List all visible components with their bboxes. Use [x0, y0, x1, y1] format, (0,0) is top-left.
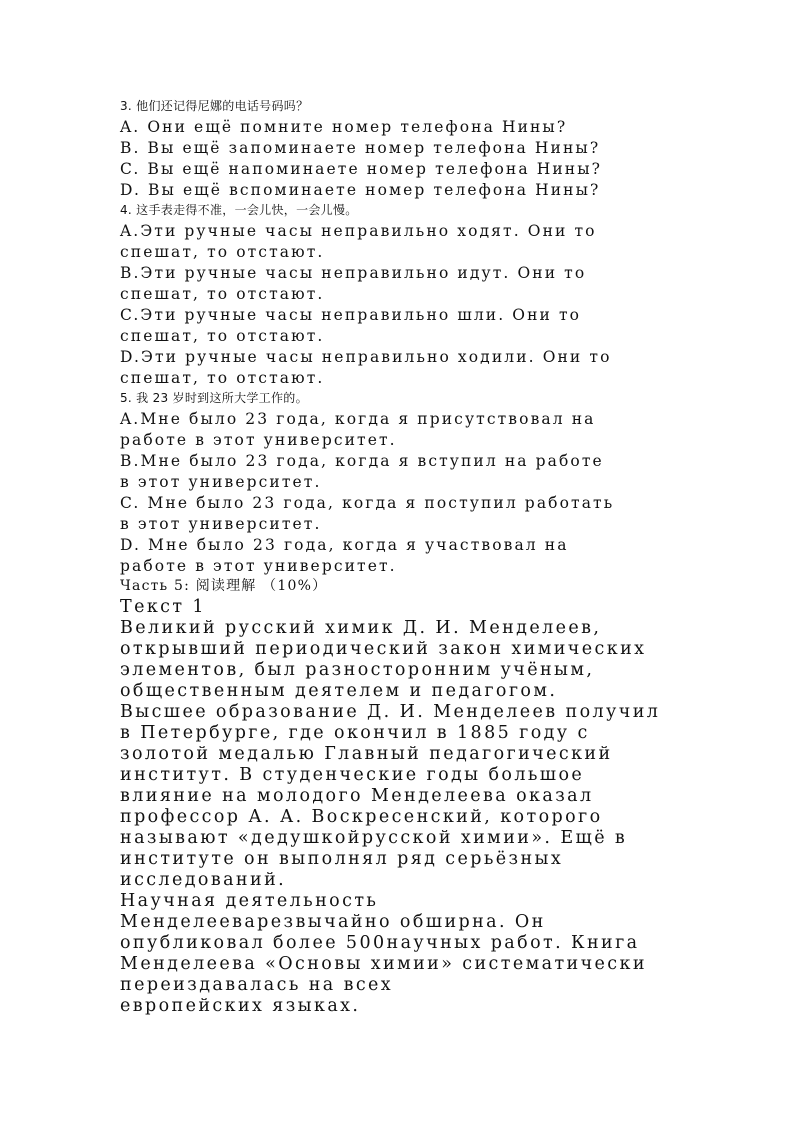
passage-line: элементов, был разносторонним учёным,	[120, 660, 595, 681]
question-3-option-b: B. Вы ещё запоминаете номер телефона Нины?	[120, 138, 601, 157]
question-4-option-c: C.Эти ручные часы неправильно шли. Они то	[120, 305, 582, 324]
document-page	[120, 96, 680, 1017]
passage-line: Менделеева «Основы химии» систематически	[120, 954, 647, 975]
question-4-prompt: 4. 这手表走得不准，一会儿快，一会儿慢。	[120, 203, 358, 218]
question-3-option-d: D. Вы ещё вспоминаете номер телефона Нины?	[120, 180, 601, 199]
question-4-option-d: D.Эти ручные часы неправильно ходили. Они то	[120, 347, 612, 366]
passage-line: Менделееварезвычайно обширна. Он	[120, 912, 546, 933]
passage-line: влияние на молодого Менделеева оказал	[120, 786, 594, 807]
question-5-option-c: C. Мне было 23 года, когда я поступил работать	[120, 493, 615, 512]
passage-line: профессор А. А. Воскресенский, которого	[120, 807, 603, 828]
passage-line: европейских языках.	[120, 996, 361, 1017]
question-4-option-a: A.Эти ручные часы неправильно ходят. Они то	[120, 222, 597, 241]
passage-line: опубликовал более 500научных работ. Книга	[120, 933, 640, 954]
passage-line: в Петербурге, где окончил в 1885 году с	[120, 723, 590, 744]
question-5-prompt: 5. 我 23 岁时到这所大学工作的。	[120, 391, 308, 406]
question-5-option-a-cont: работе в этот университет.	[120, 431, 397, 450]
passage-line: Высшее образование Д. И. Менделеев получил	[120, 702, 661, 723]
question-5-option-b: B.Мне было 23 года, когда я вступил на работе	[120, 452, 604, 471]
question-4-option-c-cont: спешат, то отстают.	[120, 326, 325, 345]
passage-line: общественным деятелем и педагогом.	[120, 681, 558, 702]
passage-line: исследований.	[120, 870, 287, 891]
question-5-option-a: A.Мне было 23 года, когда я присутствовал на	[120, 410, 596, 429]
question-4-option-d-cont: спешат, то отстают.	[120, 368, 325, 387]
passage-line: открывший периодический закон химических	[120, 639, 647, 660]
passage-line: золотой медалью Главный педагогический	[120, 744, 613, 765]
question-4-option-a-cont: спешат, то отстают.	[120, 243, 325, 262]
question-5-option-d-cont: работе в этот университет.	[120, 556, 397, 575]
question-3-option-a: A. Они ещё помните номер телефона Нины?	[120, 117, 568, 136]
question-3-prompt: 3. 他们还记得尼娜的电话号码吗？	[120, 99, 309, 113]
question-5-option-c-cont: в этот университет.	[120, 514, 322, 533]
question-5-option-b-cont: в этот университет.	[120, 473, 322, 492]
question-4-option-b-cont: спешат, то отстают.	[120, 285, 325, 304]
passage-line: переиздавалась на всех	[120, 975, 394, 996]
question-4-option-b: B.Эти ручные часы неправильно идут. Они то	[120, 264, 587, 283]
passage-line: институте он выполнял ряд серьёзных	[120, 849, 564, 870]
passage-line: Великий русский химик Д. И. Менделеев,	[120, 618, 602, 639]
section-5-heading: Часть 5: 阅读理解 （10%）	[120, 578, 328, 595]
question-3-option-c: C. Вы ещё напоминаете номер телефона Нины?	[120, 159, 603, 178]
question-5-option-d: D. Мне было 23 года, когда я участвовал на	[120, 535, 569, 554]
passage-line: Научная деятельность	[120, 891, 379, 912]
passage-line: называют «дедушкойрусской химии». Ещё в	[120, 828, 628, 849]
text-1-title: Текст 1	[120, 597, 206, 618]
passage-line: институт. В студенческие годы большое	[120, 765, 585, 786]
